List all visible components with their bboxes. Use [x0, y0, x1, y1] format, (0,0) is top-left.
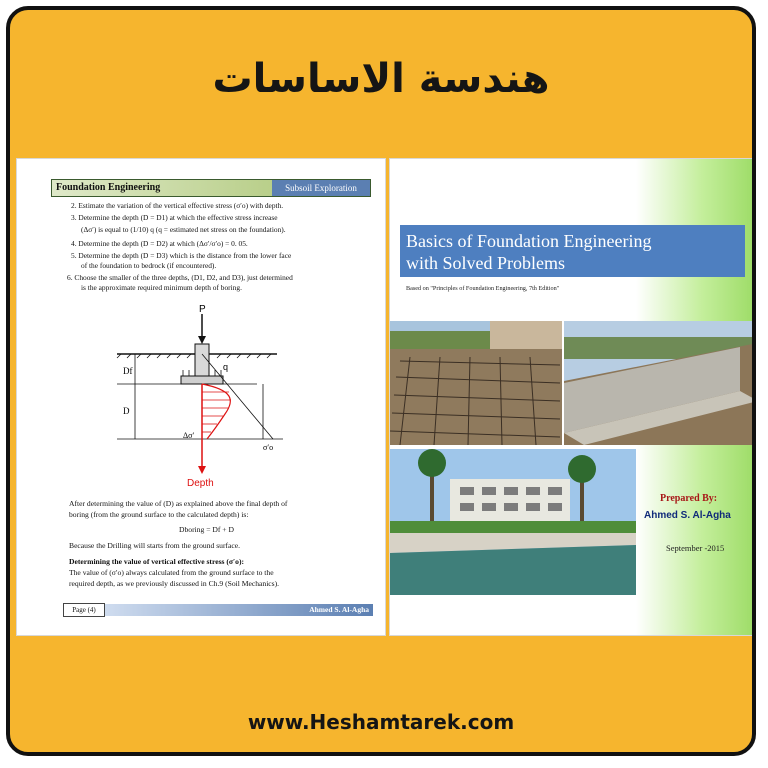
- step-line: 4. Determine the depth (D = D2) at which (Δσ′/σ′o) = 0. 05.: [71, 239, 248, 248]
- step-line: is the approximate required minimum depth of boring.: [81, 283, 242, 292]
- book-title-line1: Basics of Foundation Engineering: [406, 231, 652, 251]
- step-line: 5. Determine the depth (D = D3) which is the distance from the lower face: [71, 251, 292, 260]
- label-df: Df: [123, 366, 133, 376]
- based-on-note: Based on "Principles of Foundation Engineering, 7th Edition": [406, 285, 560, 292]
- header-left: Foundation Engineering: [52, 180, 272, 196]
- label-sigma: σ′o: [263, 443, 274, 452]
- paragraph-line: required depth, as we previously discussed in Ch.9 (Soil Mechanics).: [69, 579, 280, 588]
- left-page-preview: [16, 158, 386, 636]
- label-delta-sigma: Δσ′: [183, 431, 195, 440]
- page-footer: [63, 603, 373, 617]
- banner-title: هندسة الاساسات: [212, 56, 550, 102]
- publication-date: September -2015: [666, 543, 725, 553]
- footer-author: Ahmed S. Al-Agha: [105, 604, 373, 616]
- page-header: [51, 179, 371, 197]
- website-url: www.Heshamtarek.com: [247, 710, 515, 734]
- step-line: of the foundation to bedrock (if encountered).: [81, 261, 217, 270]
- seawall-photo: [390, 449, 636, 595]
- formula: Dboring = Df + D: [179, 525, 234, 534]
- prepared-by-label: Prepared By:: [660, 493, 718, 504]
- foundation-diagram: [107, 304, 327, 494]
- effective-stress-line: [202, 354, 273, 439]
- label-depth: Depth: [187, 478, 214, 489]
- header-right: Subsoil Exploration: [272, 180, 370, 196]
- step-line: 6. Choose the smaller of the three depths, (D1, D2, and D3), just determined: [67, 273, 293, 282]
- label-d: D: [123, 406, 130, 416]
- paragraph-line: Because the Drilling will starts from the ground surface.: [69, 541, 241, 550]
- book-title: [400, 225, 745, 277]
- subheading: Determining the value of vertical effective stress (σ′o):: [69, 557, 245, 566]
- rebar-photo: [390, 321, 562, 445]
- outer-frame: [6, 6, 756, 756]
- book-cover-preview: [389, 158, 756, 636]
- book-title-line2: with Solved Problems: [406, 253, 566, 273]
- paragraph-line: boring (from the ground surface to the calculated depth) is:: [69, 510, 249, 519]
- step-line: 2. Estimate the variation of the vertical effective stress (σ′o) with depth.: [71, 201, 284, 210]
- page-number: Page (4): [63, 603, 105, 617]
- label-q: q: [223, 362, 229, 372]
- footing: [181, 376, 223, 384]
- paragraph-line: The value of (σ′o) always calculated from the ground surface to the: [69, 568, 274, 577]
- paragraph-line: After determining the value of (D) as explained above the final depth of: [69, 499, 288, 508]
- step-line: (Δσ′) is equal to (1/10) q (q = estimated net stress on the foundation).: [81, 225, 286, 234]
- wall-photo: [564, 321, 756, 445]
- cover-author: Ahmed S. Al-Agha: [644, 510, 731, 521]
- step-line: 3. Determine the depth (D = D1) at which the effective stress increase: [71, 213, 278, 222]
- label-p: P: [199, 304, 206, 315]
